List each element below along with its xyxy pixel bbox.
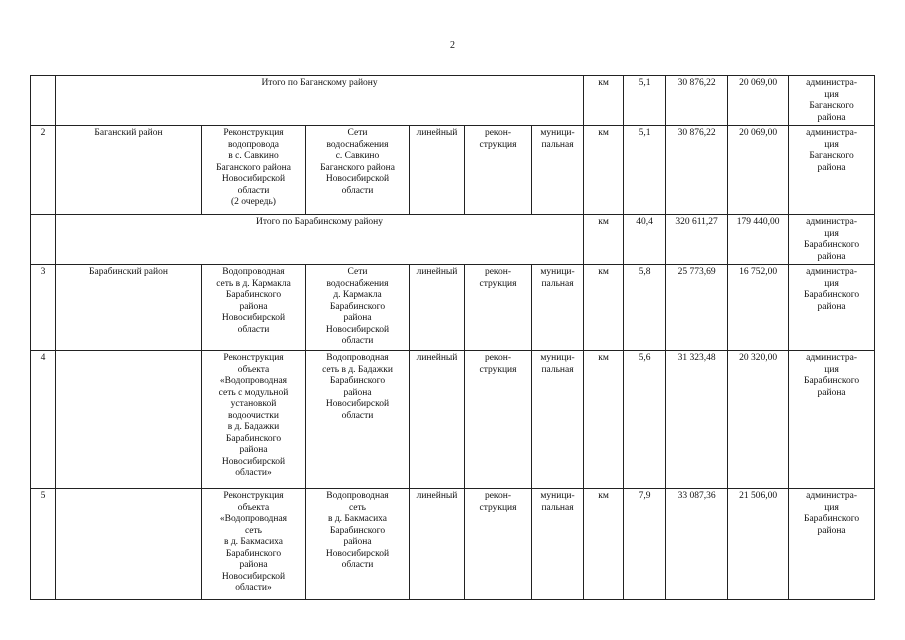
- table-row: [31, 265, 875, 351]
- unit-cell: км: [584, 76, 624, 126]
- object-cell: Реконструкция объекта «Водопроводная сеть в д. Бакмасиха Барабинского района Новосибирской области»: [202, 489, 306, 600]
- district-cell: [56, 489, 202, 600]
- district-cell: [56, 351, 202, 489]
- total-label: Итого по Барабинскому району: [56, 215, 584, 265]
- row-number: 2: [31, 126, 56, 215]
- responsible-cell: администра- ция Барабинского района: [789, 351, 875, 489]
- cost-part-cell: 20 069,00: [728, 76, 789, 126]
- length-cell: 7,9: [624, 489, 666, 600]
- object-cell: Реконструкция объекта «Водопроводная сеть с модульной установкой водоочистки в д. Бадажки Барабинского района Новосибирской области»: [202, 351, 306, 489]
- investment-table: [30, 75, 875, 600]
- district-cell: Баганский район: [56, 126, 202, 215]
- cost-total-cell: 30 876,22: [666, 126, 728, 215]
- row-number: 5: [31, 489, 56, 600]
- page-number: 2: [450, 40, 455, 51]
- type-cell: линейный: [410, 489, 465, 600]
- length-cell: 5,6: [624, 351, 666, 489]
- cost-total-cell: 320 611,27: [666, 215, 728, 265]
- cost-part-cell: 20 320,00: [728, 351, 789, 489]
- ownership-cell: муници- пальная: [532, 126, 584, 215]
- total-row-bagansky: [31, 76, 875, 126]
- total-label: Итого по Баганскому району: [56, 76, 584, 126]
- ownership-cell: муници- пальная: [532, 489, 584, 600]
- network-cell: Водопроводная сеть в д. Бакмасиха Барабинского района Новосибирской области: [306, 489, 410, 600]
- network-cell: Сети водоснабжения с. Савкино Баганского района Новосибирской области: [306, 126, 410, 215]
- ownership-cell: муници- пальная: [532, 351, 584, 489]
- length-cell: 5,1: [624, 126, 666, 215]
- type-cell: линейный: [410, 265, 465, 351]
- cost-total-cell: 30 876,22: [666, 76, 728, 126]
- table-row: [31, 126, 875, 215]
- length-cell: 5,8: [624, 265, 666, 351]
- cost-total-cell: 33 087,36: [666, 489, 728, 600]
- object-cell: Реконструкция водопровода в с. Савкино Баганского района Новосибирской области (2 очередь): [202, 126, 306, 215]
- total-num-cell: [31, 76, 56, 126]
- work-cell: рекон- струкция: [465, 351, 532, 489]
- cost-part-cell: 179 440,00: [728, 215, 789, 265]
- total-num-cell: [31, 215, 56, 265]
- network-cell: Сети водоснабжения д. Кармакла Барабинского района Новосибирской области: [306, 265, 410, 351]
- table-row: [31, 489, 875, 600]
- responsible-cell: администра- ция Барабинского района: [789, 265, 875, 351]
- unit-cell: км: [584, 215, 624, 265]
- cost-part-cell: 20 069,00: [728, 126, 789, 215]
- unit-cell: км: [584, 126, 624, 215]
- work-cell: рекон- струкция: [465, 489, 532, 600]
- responsible-cell: администра- ция Баганского района: [789, 76, 875, 126]
- cost-part-cell: 21 506,00: [728, 489, 789, 600]
- length-cell: 40,4: [624, 215, 666, 265]
- work-cell: рекон- струкция: [465, 265, 532, 351]
- unit-cell: км: [584, 265, 624, 351]
- responsible-cell: администра- ция Баганского района: [789, 126, 875, 215]
- table-row: [31, 351, 875, 489]
- unit-cell: км: [584, 351, 624, 489]
- network-cell: Водопроводная сеть в д. Бадажки Барабинского района Новосибирской области: [306, 351, 410, 489]
- work-cell: рекон- струкция: [465, 126, 532, 215]
- type-cell: линейный: [410, 126, 465, 215]
- cost-total-cell: 25 773,69: [666, 265, 728, 351]
- row-number: 3: [31, 265, 56, 351]
- object-cell: Водопроводная сеть в д. Кармакла Барабинского района Новосибирской области: [202, 265, 306, 351]
- district-cell: Барабинский район: [56, 265, 202, 351]
- type-cell: линейный: [410, 351, 465, 489]
- responsible-cell: администра- ция Барабинского района: [789, 215, 875, 265]
- cost-total-cell: 31 323,48: [666, 351, 728, 489]
- ownership-cell: муници- пальная: [532, 265, 584, 351]
- length-cell: 5,1: [624, 76, 666, 126]
- row-number: 4: [31, 351, 56, 489]
- responsible-cell: администра- ция Барабинского района: [789, 489, 875, 600]
- unit-cell: км: [584, 489, 624, 600]
- cost-part-cell: 16 752,00: [728, 265, 789, 351]
- total-row-barabinsky: [31, 215, 875, 265]
